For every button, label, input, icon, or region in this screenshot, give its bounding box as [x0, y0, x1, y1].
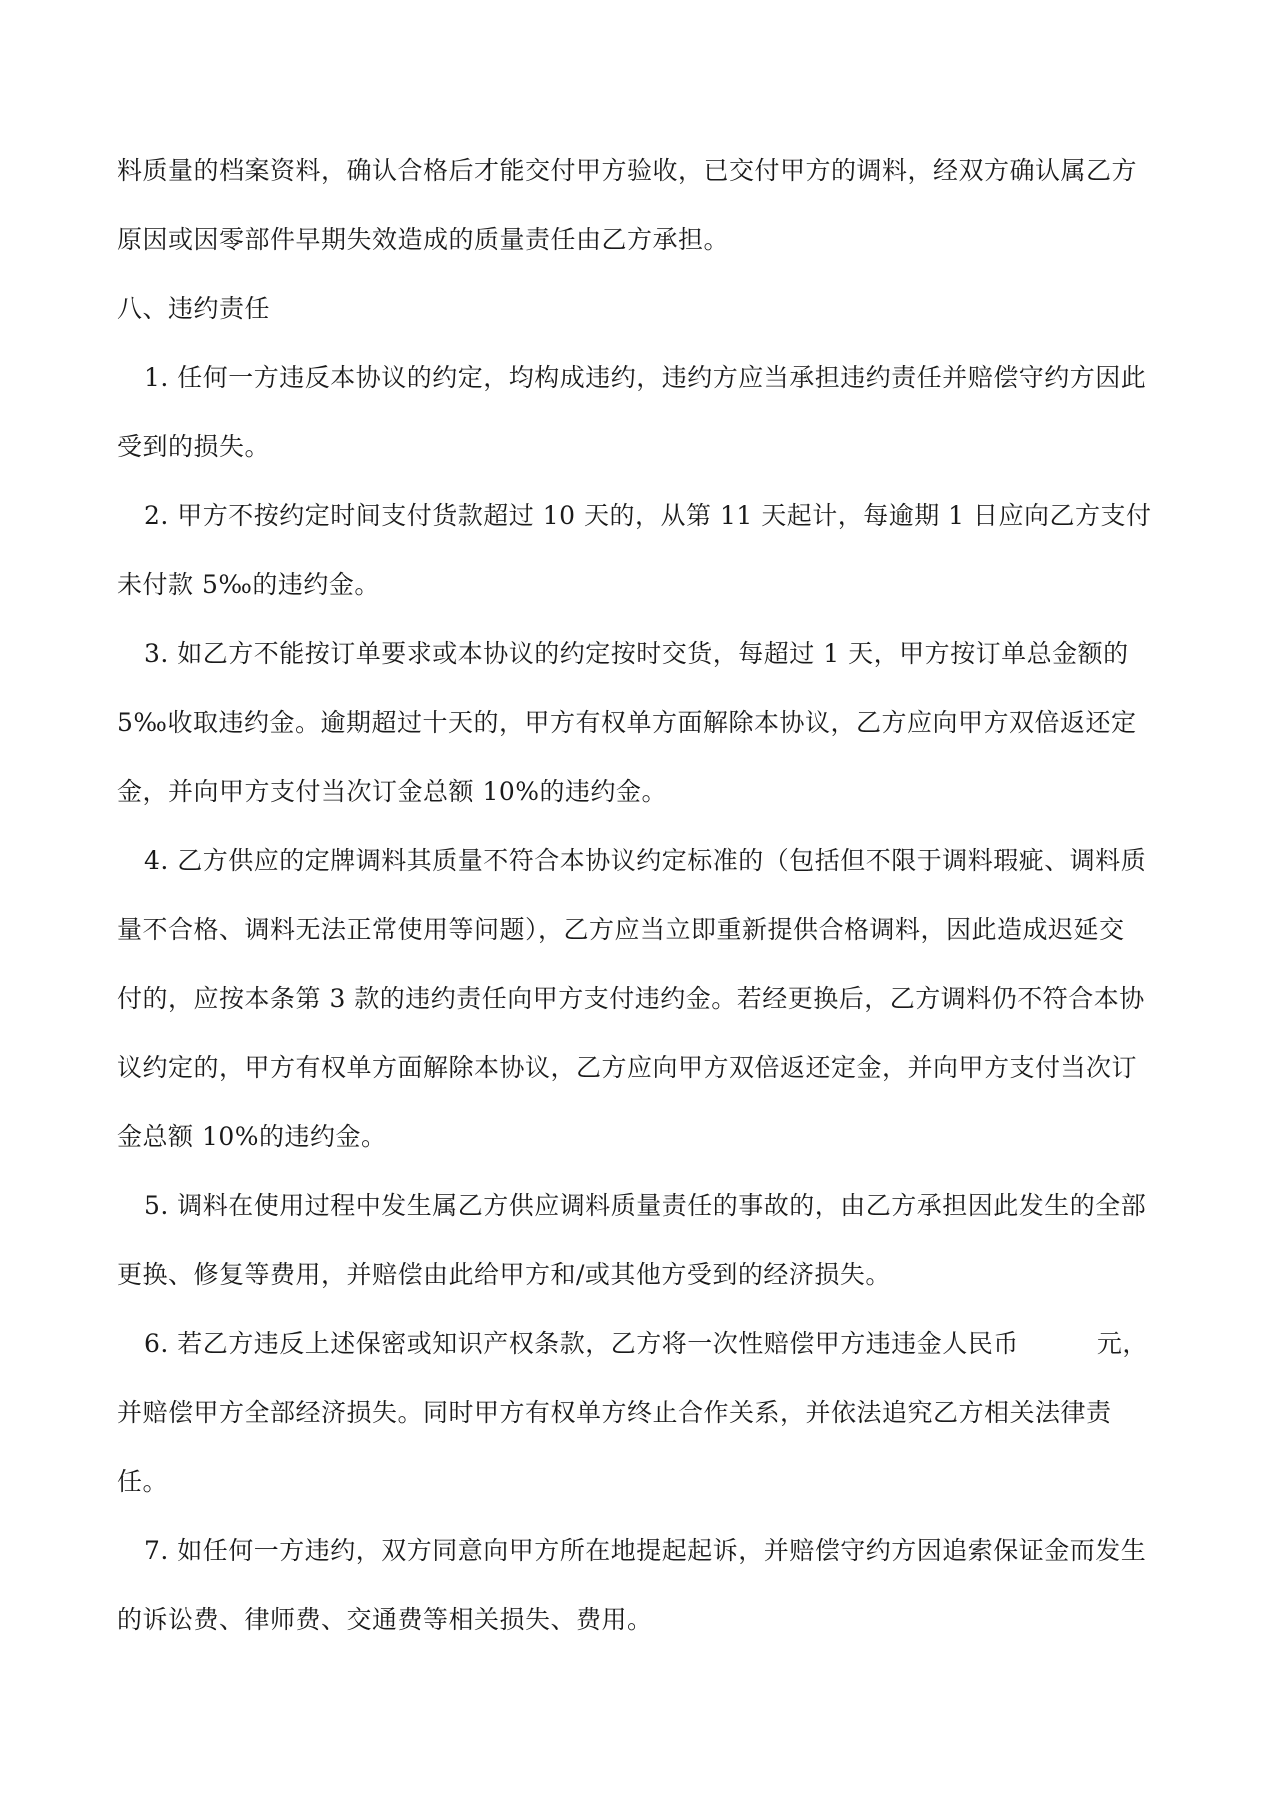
clause-1-line: 受到的损失。 — [117, 432, 271, 461]
clause-4-line: 量不合格、调料无法正常使用等问题），乙方应当立即重新提供合格调料，因此造成迟延交 — [117, 915, 1125, 944]
clause-6-text-after-blank: 元， — [1096, 1329, 1148, 1358]
intro-line: 料质量的档案资料，确认合格后才能交付甲方验收，已交付甲方的调料，经双方确认属乙方 — [117, 156, 1138, 185]
clause-2-line: 2. 甲方不按约定时间支付货款超过 10 天的，从第 11 天起计，每逾期 1 日应向乙方支付 — [144, 501, 1152, 530]
clause-6-first-line — [117, 1309, 1163, 1378]
clause-5-line: 5. 调料在使用过程中发生属乙方供应调料质量责任的事故的，由乙方承担因此发生的全部 — [144, 1191, 1147, 1220]
clause-3-line: 5‰收取违约金。逾期超过十天的，甲方有权单方面解除本协议，乙方应向甲方双倍返还定 — [117, 708, 1137, 737]
clause-5-line: 更换、修复等费用，并赔偿由此给甲方和/或其他方受到的经济损失。 — [117, 1260, 891, 1289]
clause-2-line: 未付款 5‰的违约金。 — [117, 570, 380, 599]
clause-7-line: 的诉讼费、律师费、交通费等相关损失、费用。 — [117, 1605, 653, 1634]
intro-line: 原因或因零部件早期失效造成的质量责任由乙方承担。 — [117, 225, 730, 254]
section-heading: 八、违约责任 — [117, 294, 271, 323]
clause-4-line: 4. 乙方供应的定牌调料其质量不符合本协议约定标准的（包括但不限于调料瑕疵、调料质 — [144, 846, 1147, 875]
clause-4-line: 金总额 10%的违约金。 — [117, 1122, 387, 1151]
clause-4-line: 议约定的，甲方有权单方面解除本协议，乙方应向甲方双倍返还定金，并向甲方支付当次订 — [117, 1053, 1138, 1082]
clause-7-line: 7. 如任何一方违约，双方同意向甲方所在地提起起诉，并赔偿守约方因追索保证金而发生 — [144, 1536, 1147, 1565]
clause-3-line: 金，并向甲方支付当次订金总额 10%的违约金。 — [117, 777, 668, 806]
clause-3-line: 3. 如乙方不能按订单要求或本协议的约定按时交货，每超过 1 天，甲方按订单总金额的 — [144, 639, 1129, 668]
clause-6-line: 并赔偿甲方全部经济损失。同时甲方有权单方终止合作关系，并依法追究乙方相关法律责 — [117, 1398, 1112, 1427]
clause-6-line: 任。 — [117, 1467, 169, 1496]
clause-1-line: 1. 任何一方违反本协议的约定，均构成违约，违约方应当承担违约责任并赔偿守约方因此 — [144, 363, 1147, 392]
clause-6-text-before-blank: 6. 若乙方违反上述保密或知识产权条款，乙方将一次性赔偿甲方违违金人民币 — [144, 1329, 1019, 1358]
document-body — [117, 136, 1163, 1654]
clause-4-line: 付的，应按本条第 3 款的违约责任向甲方支付违约金。若经更换后，乙方调料仍不符合本协 — [117, 984, 1145, 1013]
